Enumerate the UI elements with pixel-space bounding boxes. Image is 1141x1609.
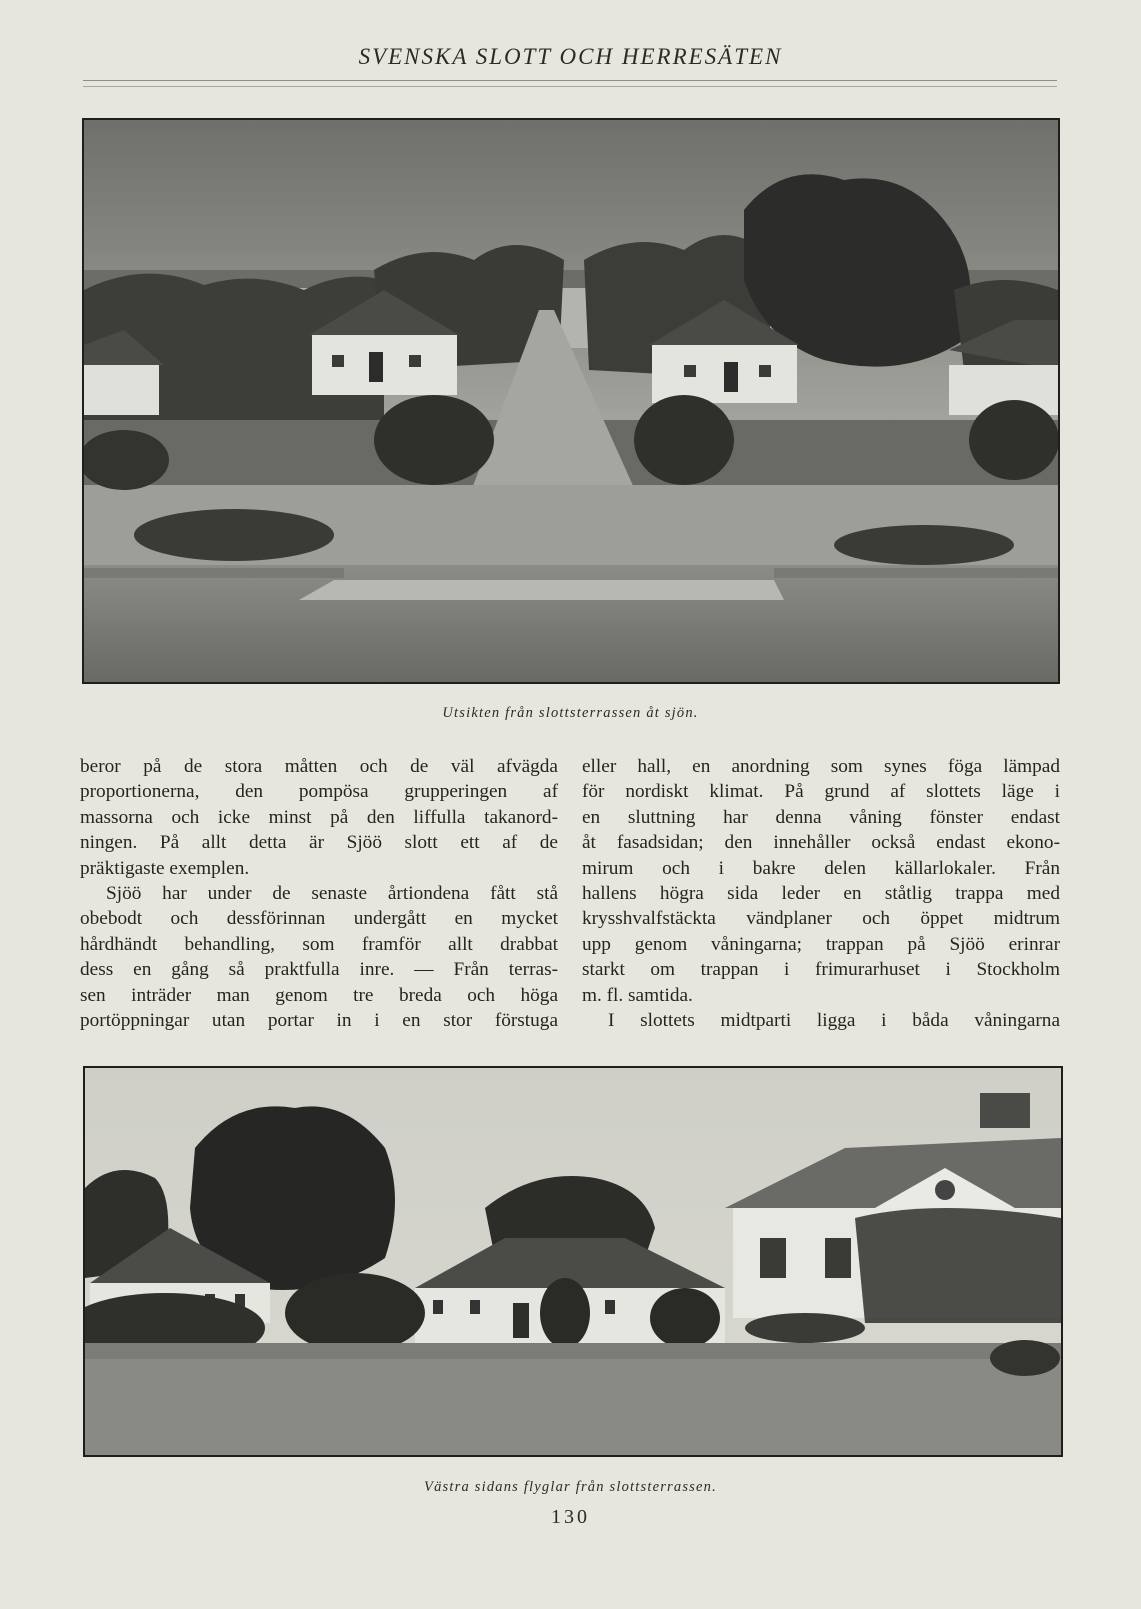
text-line: hallens högra sida leder en ståtlig trappa med <box>582 883 1060 905</box>
text-line: Sjöö har under de senaste årtiondena fått stå <box>106 883 558 905</box>
caption-top-photo: Utsikten från slottsterrassen åt sjön. <box>442 705 699 721</box>
text-line: dess en gång så praktfulla inre. — Från terras- <box>80 959 558 981</box>
text-column-left <box>80 754 558 1033</box>
text-line: eller hall, en anordning som synes föga lämpad <box>582 756 1060 777</box>
header-rule <box>83 80 1057 81</box>
text-column-right <box>582 754 1060 1033</box>
text-line: krysshvalfstäckta vändplaner och öppet midtrum <box>582 908 1060 930</box>
text-line: åt fasadsidan; den innehåller också endast ekono- <box>582 832 1060 854</box>
text-line: sen inträder man genom tre breda och höga <box>80 984 558 1006</box>
photo-view-from-terrace-image <box>84 120 1058 682</box>
text-line: ningen. På allt detta är Sjöö slott ett af de <box>80 832 558 854</box>
text-line: massorna och icke minst på den liffulla takanord- <box>80 806 558 828</box>
text-line: upp genom våningarna; trappan på Sjöö erinrar <box>582 933 1060 955</box>
text-line: starkt om trappan i frimurarhuset i Stockholm <box>582 959 1060 981</box>
text-line: m. fl. samtida. <box>582 984 693 1006</box>
text-line: I slottets midtparti ligga i båda våningarna <box>608 1010 1060 1032</box>
text-line: en sluttning har denna våning fönster endast <box>582 806 1060 828</box>
text-line: beror på de stora måtten och de väl afvägda <box>80 756 558 777</box>
text-line: präktigaste exemplen. <box>80 857 250 879</box>
photo-view-from-terrace <box>82 118 1060 684</box>
header-rule-lower <box>83 86 1057 87</box>
running-head: SVENSKA SLOTT OCH HERRESÄTEN <box>358 44 783 69</box>
text-line: hårdhändt behandling, som framför allt drabbat <box>80 933 558 955</box>
photo-western-wings-image <box>85 1068 1061 1455</box>
page-number: 130 <box>551 1506 590 1528</box>
text-line: proportionerna, den pompösa grupperingen af <box>80 781 558 803</box>
text-line: portöppningar utan portar in i en stor förstuga <box>80 1010 558 1032</box>
caption-bottom-photo: Västra sidans flyglar från slottsterrassen. <box>424 1479 717 1495</box>
text-line: mirum och i bakre delen källarlokaler. Från <box>582 857 1060 879</box>
photo-western-wings <box>83 1066 1063 1457</box>
text-line: obebodt och dessförinnan undergått en mycket <box>80 908 558 930</box>
text-line: för nordiskt klimat. På grund af slottets läge i <box>582 781 1060 803</box>
